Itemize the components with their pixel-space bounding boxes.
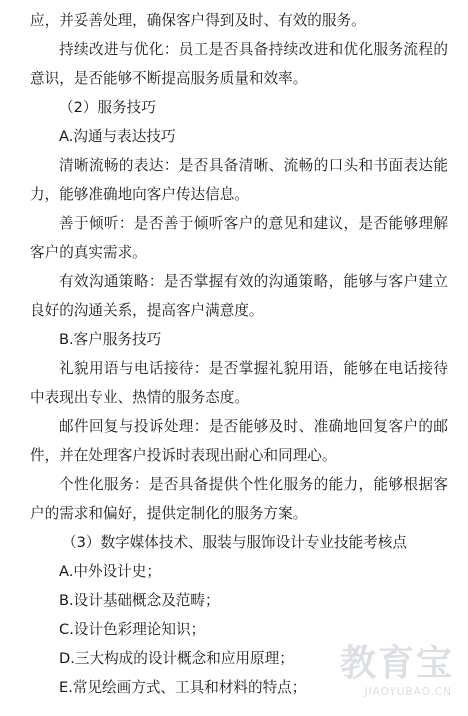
- paragraph-phone-etiquette: 礼貌用语与电话接待：是否掌握礼貌用语，能够在电话接待中表现出专业、热情的服务态度。: [30, 360, 448, 406]
- list-item-three-compositions: D.三大构成的设计概念和应用原理；: [59, 650, 294, 667]
- list-item-painting-methods: E.常见绘画方式、工具和材料的特点；: [59, 679, 307, 696]
- paragraph-continuous-improvement: 持续改进与优化：员工是否具备持续改进和优化服务流程的意识，是否能够不断提高服务质量和效率。: [30, 41, 448, 87]
- paragraph-effective-strategy: 有效沟通策略：是否掌握有效的沟通策略，能够与客户建立良好的沟通关系，提高客户满意度。: [30, 273, 448, 319]
- list-item-color-theory: C.设计色彩理论知识；: [59, 621, 206, 638]
- list-item-design-basics: B.设计基础概念及范畴；: [59, 592, 220, 609]
- heading-design-skills: （3）数字媒体技术、服装与服饰设计专业技能考核点: [62, 534, 407, 551]
- subheading-customer-service: B.客户服务技巧: [59, 331, 162, 348]
- paragraph-email-complaints: 邮件回复与投诉处理：是否能够及时、准确地回复客户的邮件，并在处理客户投诉时表现出耐心和同理心。: [30, 418, 448, 464]
- subheading-communication: A.沟通与表达技巧: [59, 128, 176, 145]
- heading-service-skills: （2）服务技巧: [59, 99, 156, 116]
- paragraph-good-listening: 善于倾听：是否善于倾听客户的意见和建议，是否能够理解客户的真实需求。: [30, 215, 448, 261]
- paragraph-clear-expression: 清晰流畅的表达：是否具备清晰、流畅的口头和书面表达能力，能够准确地向客户传达信息。: [30, 157, 448, 203]
- watermark-sub-text: JIAOYUBAO.CN: [364, 686, 452, 698]
- watermark-main-text: 教育宝: [339, 643, 454, 684]
- list-item-design-history: A.中外设计史；: [59, 563, 161, 580]
- paragraph-personalized-service: 个性化服务：是否具备提供个性化服务的能力，能够根据客户的需求和偏好，提供定制化的服务方案。: [30, 476, 448, 522]
- paragraph-continuation: 应，并妥善处理，确保客户得到及时、有效的服务。: [30, 12, 366, 29]
